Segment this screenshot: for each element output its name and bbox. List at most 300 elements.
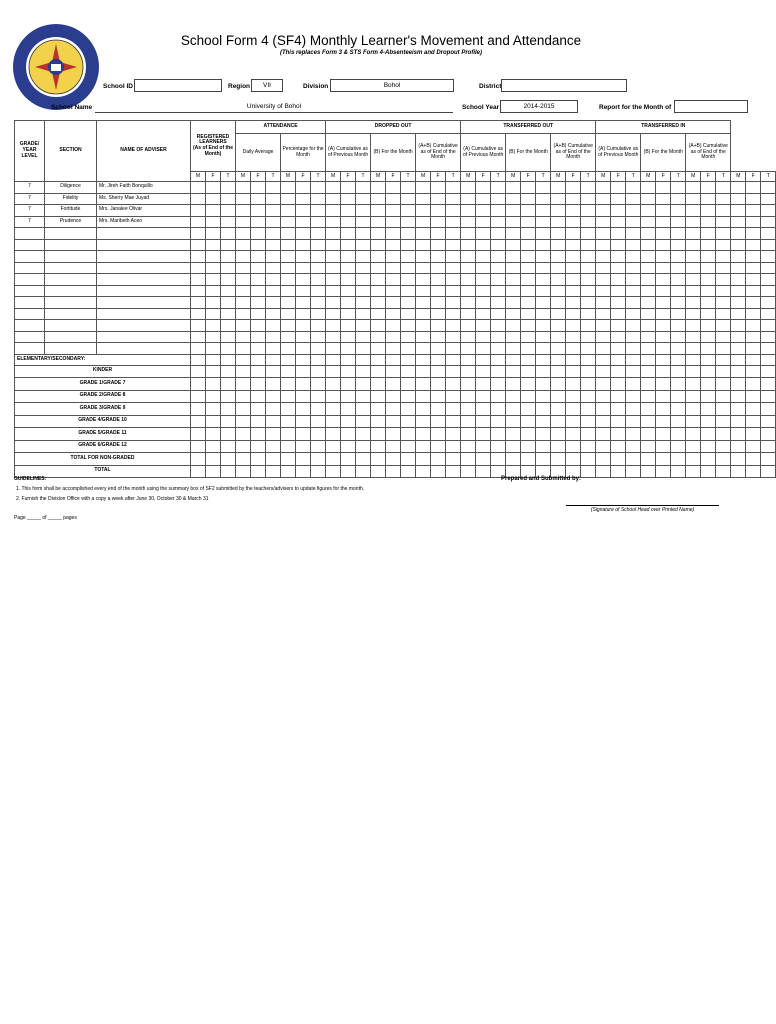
data-cell[interactable]: [761, 216, 776, 228]
data-cell[interactable]: [236, 415, 251, 428]
data-cell[interactable]: [731, 285, 746, 297]
data-cell[interactable]: [761, 365, 776, 378]
data-cell[interactable]: [386, 465, 401, 478]
data-cell[interactable]: [461, 403, 476, 416]
data-cell[interactable]: [551, 365, 566, 378]
data-cell[interactable]: [701, 285, 716, 297]
data-cell[interactable]: [536, 354, 551, 365]
data-cell[interactable]: [341, 274, 356, 286]
data-cell[interactable]: [416, 465, 431, 478]
data-cell[interactable]: [431, 228, 446, 240]
data-cell[interactable]: [326, 365, 341, 378]
data-cell[interactable]: [536, 205, 551, 217]
data-cell[interactable]: [596, 262, 611, 274]
data-cell[interactable]: [191, 320, 206, 332]
data-cell[interactable]: [506, 308, 521, 320]
data-cell[interactable]: [236, 205, 251, 217]
region-field[interactable]: VII: [251, 79, 283, 92]
row-section[interactable]: [45, 262, 97, 274]
data-cell[interactable]: [251, 440, 266, 453]
data-cell[interactable]: [491, 354, 506, 365]
data-cell[interactable]: [536, 320, 551, 332]
data-cell[interactable]: [491, 440, 506, 453]
data-cell[interactable]: [401, 465, 416, 478]
data-cell[interactable]: [611, 440, 626, 453]
data-cell[interactable]: [446, 365, 461, 378]
data-cell[interactable]: [461, 262, 476, 274]
data-cell[interactable]: [446, 453, 461, 466]
row-section[interactable]: [45, 285, 97, 297]
data-cell[interactable]: [401, 320, 416, 332]
row-grade[interactable]: 7: [15, 193, 45, 205]
data-cell[interactable]: [656, 428, 671, 441]
data-cell[interactable]: [266, 274, 281, 286]
data-cell[interactable]: [521, 285, 536, 297]
data-cell[interactable]: [656, 193, 671, 205]
data-cell[interactable]: [461, 415, 476, 428]
data-cell[interactable]: [746, 228, 761, 240]
data-cell[interactable]: [491, 239, 506, 251]
data-cell[interactable]: [671, 465, 686, 478]
data-cell[interactable]: [596, 308, 611, 320]
data-cell[interactable]: [416, 365, 431, 378]
data-cell[interactable]: [416, 320, 431, 332]
data-cell[interactable]: [686, 193, 701, 205]
data-cell[interactable]: [281, 453, 296, 466]
data-cell[interactable]: [506, 205, 521, 217]
data-cell[interactable]: [431, 354, 446, 365]
data-cell[interactable]: [566, 415, 581, 428]
data-cell[interactable]: [626, 308, 641, 320]
data-cell[interactable]: [506, 274, 521, 286]
data-cell[interactable]: [191, 193, 206, 205]
data-cell[interactable]: [581, 308, 596, 320]
data-cell[interactable]: [311, 251, 326, 263]
row-adviser[interactable]: [97, 274, 191, 286]
data-cell[interactable]: [536, 365, 551, 378]
data-cell[interactable]: [476, 453, 491, 466]
data-cell[interactable]: [446, 465, 461, 478]
data-cell[interactable]: [266, 320, 281, 332]
data-cell[interactable]: [416, 262, 431, 274]
row-adviser[interactable]: [97, 262, 191, 274]
data-cell[interactable]: [236, 193, 251, 205]
data-cell[interactable]: [446, 390, 461, 403]
data-cell[interactable]: [491, 262, 506, 274]
data-cell[interactable]: [431, 415, 446, 428]
data-cell[interactable]: [236, 378, 251, 391]
data-cell[interactable]: [461, 320, 476, 332]
data-cell[interactable]: [326, 354, 341, 365]
data-cell[interactable]: [431, 182, 446, 194]
data-cell[interactable]: [296, 297, 311, 309]
data-cell[interactable]: [596, 274, 611, 286]
data-cell[interactable]: [746, 331, 761, 343]
data-cell[interactable]: [386, 343, 401, 355]
data-cell[interactable]: [761, 228, 776, 240]
data-cell[interactable]: [266, 193, 281, 205]
data-cell[interactable]: [236, 308, 251, 320]
data-cell[interactable]: [386, 262, 401, 274]
data-cell[interactable]: [221, 331, 236, 343]
data-cell[interactable]: [521, 193, 536, 205]
data-cell[interactable]: [746, 320, 761, 332]
data-cell[interactable]: [461, 205, 476, 217]
data-cell[interactable]: [476, 403, 491, 416]
data-cell[interactable]: [296, 193, 311, 205]
data-cell[interactable]: [491, 343, 506, 355]
data-cell[interactable]: [236, 320, 251, 332]
data-cell[interactable]: [296, 320, 311, 332]
data-cell[interactable]: [476, 378, 491, 391]
data-cell[interactable]: [671, 228, 686, 240]
data-cell[interactable]: [461, 440, 476, 453]
data-cell[interactable]: [431, 390, 446, 403]
data-cell[interactable]: [716, 320, 731, 332]
data-cell[interactable]: [206, 453, 221, 466]
data-cell[interactable]: [446, 320, 461, 332]
data-cell[interactable]: [716, 331, 731, 343]
data-cell[interactable]: [536, 453, 551, 466]
data-cell[interactable]: [536, 440, 551, 453]
data-cell[interactable]: [611, 308, 626, 320]
row-grade[interactable]: [15, 262, 45, 274]
row-adviser[interactable]: [97, 308, 191, 320]
data-cell[interactable]: [641, 453, 656, 466]
data-cell[interactable]: [401, 228, 416, 240]
data-cell[interactable]: [356, 428, 371, 441]
data-cell[interactable]: [281, 390, 296, 403]
data-cell[interactable]: [566, 239, 581, 251]
data-cell[interactable]: [731, 440, 746, 453]
data-cell[interactable]: [641, 378, 656, 391]
data-cell[interactable]: [371, 428, 386, 441]
data-cell[interactable]: [311, 297, 326, 309]
data-cell[interactable]: [701, 228, 716, 240]
data-cell[interactable]: [686, 182, 701, 194]
data-cell[interactable]: [296, 216, 311, 228]
data-cell[interactable]: [761, 251, 776, 263]
data-cell[interactable]: [356, 331, 371, 343]
data-cell[interactable]: [296, 331, 311, 343]
data-cell[interactable]: [686, 390, 701, 403]
data-cell[interactable]: [611, 193, 626, 205]
data-cell[interactable]: [371, 262, 386, 274]
row-section[interactable]: [45, 297, 97, 309]
data-cell[interactable]: [221, 320, 236, 332]
data-cell[interactable]: [461, 274, 476, 286]
data-cell[interactable]: [581, 205, 596, 217]
data-cell[interactable]: [521, 251, 536, 263]
data-cell[interactable]: [566, 308, 581, 320]
data-cell[interactable]: [686, 297, 701, 309]
data-cell[interactable]: [476, 343, 491, 355]
data-cell[interactable]: [296, 390, 311, 403]
data-cell[interactable]: [596, 320, 611, 332]
data-cell[interactable]: [746, 390, 761, 403]
data-cell[interactable]: [326, 274, 341, 286]
data-cell[interactable]: [296, 343, 311, 355]
data-cell[interactable]: [746, 453, 761, 466]
row-grade[interactable]: [15, 274, 45, 286]
data-cell[interactable]: [551, 308, 566, 320]
data-cell[interactable]: [611, 465, 626, 478]
data-cell[interactable]: [611, 428, 626, 441]
data-cell[interactable]: [461, 343, 476, 355]
data-cell[interactable]: [596, 365, 611, 378]
data-cell[interactable]: [551, 453, 566, 466]
data-cell[interactable]: [221, 390, 236, 403]
data-cell[interactable]: [251, 216, 266, 228]
data-cell[interactable]: [371, 285, 386, 297]
data-cell[interactable]: [416, 251, 431, 263]
data-cell[interactable]: [686, 365, 701, 378]
data-cell[interactable]: [221, 193, 236, 205]
data-cell[interactable]: [356, 390, 371, 403]
data-cell[interactable]: [581, 378, 596, 391]
row-grade[interactable]: [15, 228, 45, 240]
data-cell[interactable]: [401, 274, 416, 286]
data-cell[interactable]: [341, 428, 356, 441]
data-cell[interactable]: [656, 216, 671, 228]
data-cell[interactable]: [716, 297, 731, 309]
data-cell[interactable]: [611, 216, 626, 228]
data-cell[interactable]: [401, 216, 416, 228]
data-cell[interactable]: [356, 228, 371, 240]
row-section[interactable]: [45, 228, 97, 240]
data-cell[interactable]: [401, 239, 416, 251]
data-cell[interactable]: [611, 251, 626, 263]
data-cell[interactable]: [191, 428, 206, 441]
data-cell[interactable]: [281, 251, 296, 263]
data-cell[interactable]: [596, 239, 611, 251]
data-cell[interactable]: [326, 343, 341, 355]
data-cell[interactable]: [491, 285, 506, 297]
data-cell[interactable]: [656, 343, 671, 355]
data-cell[interactable]: [731, 453, 746, 466]
data-cell[interactable]: [341, 343, 356, 355]
data-cell[interactable]: [386, 365, 401, 378]
data-cell[interactable]: [581, 228, 596, 240]
data-cell[interactable]: [446, 297, 461, 309]
data-cell[interactable]: [431, 378, 446, 391]
data-cell[interactable]: [701, 354, 716, 365]
data-cell[interactable]: [536, 343, 551, 355]
data-cell[interactable]: [356, 239, 371, 251]
row-grade[interactable]: [15, 308, 45, 320]
data-cell[interactable]: [296, 251, 311, 263]
data-cell[interactable]: [236, 403, 251, 416]
data-cell[interactable]: [641, 415, 656, 428]
data-cell[interactable]: [311, 182, 326, 194]
data-cell[interactable]: [326, 228, 341, 240]
data-cell[interactable]: [686, 331, 701, 343]
data-cell[interactable]: [431, 262, 446, 274]
data-cell[interactable]: [206, 415, 221, 428]
data-cell[interactable]: [476, 285, 491, 297]
data-cell[interactable]: [221, 205, 236, 217]
data-cell[interactable]: [506, 331, 521, 343]
data-cell[interactable]: [731, 428, 746, 441]
data-cell[interactable]: [371, 365, 386, 378]
data-cell[interactable]: [401, 262, 416, 274]
data-cell[interactable]: [431, 239, 446, 251]
data-cell[interactable]: [296, 403, 311, 416]
data-cell[interactable]: [611, 343, 626, 355]
data-cell[interactable]: [461, 390, 476, 403]
row-adviser[interactable]: [97, 228, 191, 240]
data-cell[interactable]: [761, 285, 776, 297]
data-cell[interactable]: [581, 331, 596, 343]
data-cell[interactable]: [326, 216, 341, 228]
data-cell[interactable]: [191, 285, 206, 297]
data-cell[interactable]: [266, 251, 281, 263]
data-cell[interactable]: [491, 228, 506, 240]
data-cell[interactable]: [446, 403, 461, 416]
data-cell[interactable]: [416, 182, 431, 194]
data-cell[interactable]: [581, 415, 596, 428]
data-cell[interactable]: [761, 453, 776, 466]
data-cell[interactable]: [266, 285, 281, 297]
data-cell[interactable]: [566, 274, 581, 286]
data-cell[interactable]: [401, 205, 416, 217]
data-cell[interactable]: [491, 403, 506, 416]
data-cell[interactable]: [236, 354, 251, 365]
data-cell[interactable]: [251, 465, 266, 478]
data-cell[interactable]: [191, 378, 206, 391]
data-cell[interactable]: [641, 390, 656, 403]
data-cell[interactable]: [446, 262, 461, 274]
data-cell[interactable]: [416, 378, 431, 391]
data-cell[interactable]: [506, 182, 521, 194]
data-cell[interactable]: [296, 365, 311, 378]
data-cell[interactable]: [641, 428, 656, 441]
data-cell[interactable]: [206, 320, 221, 332]
data-cell[interactable]: [326, 205, 341, 217]
data-cell[interactable]: [716, 205, 731, 217]
data-cell[interactable]: [611, 331, 626, 343]
data-cell[interactable]: [311, 262, 326, 274]
data-cell[interactable]: [296, 239, 311, 251]
data-cell[interactable]: [371, 440, 386, 453]
data-cell[interactable]: [506, 228, 521, 240]
data-cell[interactable]: [416, 285, 431, 297]
row-section[interactable]: [45, 343, 97, 355]
data-cell[interactable]: [581, 354, 596, 365]
data-cell[interactable]: [746, 403, 761, 416]
data-cell[interactable]: [281, 415, 296, 428]
row-grade[interactable]: [15, 239, 45, 251]
data-cell[interactable]: [296, 378, 311, 391]
data-cell[interactable]: [551, 216, 566, 228]
data-cell[interactable]: [416, 354, 431, 365]
data-cell[interactable]: [371, 453, 386, 466]
data-cell[interactable]: [596, 390, 611, 403]
data-cell[interactable]: [551, 297, 566, 309]
data-cell[interactable]: [476, 428, 491, 441]
data-cell[interactable]: [386, 182, 401, 194]
data-cell[interactable]: [371, 331, 386, 343]
data-cell[interactable]: [206, 428, 221, 441]
data-cell[interactable]: [551, 239, 566, 251]
row-section[interactable]: Fidelity: [45, 193, 97, 205]
data-cell[interactable]: [221, 297, 236, 309]
data-cell[interactable]: [416, 415, 431, 428]
data-cell[interactable]: [716, 262, 731, 274]
data-cell[interactable]: [401, 440, 416, 453]
data-cell[interactable]: [731, 193, 746, 205]
data-cell[interactable]: [566, 297, 581, 309]
data-cell[interactable]: [596, 285, 611, 297]
data-cell[interactable]: [716, 465, 731, 478]
data-cell[interactable]: [611, 205, 626, 217]
data-cell[interactable]: [566, 251, 581, 263]
data-cell[interactable]: [566, 216, 581, 228]
data-cell[interactable]: [641, 297, 656, 309]
data-cell[interactable]: [476, 193, 491, 205]
data-cell[interactable]: [611, 365, 626, 378]
data-cell[interactable]: [356, 182, 371, 194]
data-cell[interactable]: [251, 415, 266, 428]
data-cell[interactable]: [431, 453, 446, 466]
data-cell[interactable]: [551, 228, 566, 240]
data-cell[interactable]: [446, 308, 461, 320]
data-cell[interactable]: [596, 205, 611, 217]
data-cell[interactable]: [731, 228, 746, 240]
row-grade[interactable]: [15, 285, 45, 297]
data-cell[interactable]: [701, 331, 716, 343]
data-cell[interactable]: [731, 390, 746, 403]
data-cell[interactable]: [206, 390, 221, 403]
data-cell[interactable]: [641, 308, 656, 320]
data-cell[interactable]: [386, 308, 401, 320]
data-cell[interactable]: [386, 403, 401, 416]
data-cell[interactable]: [416, 193, 431, 205]
data-cell[interactable]: [686, 378, 701, 391]
data-cell[interactable]: [416, 453, 431, 466]
data-cell[interactable]: [296, 308, 311, 320]
data-cell[interactable]: [281, 274, 296, 286]
data-cell[interactable]: [566, 390, 581, 403]
data-cell[interactable]: [506, 193, 521, 205]
data-cell[interactable]: [371, 320, 386, 332]
data-cell[interactable]: [536, 274, 551, 286]
data-cell[interactable]: [221, 453, 236, 466]
data-cell[interactable]: [461, 354, 476, 365]
data-cell[interactable]: [716, 216, 731, 228]
data-cell[interactable]: [596, 331, 611, 343]
data-cell[interactable]: [566, 403, 581, 416]
data-cell[interactable]: [401, 308, 416, 320]
data-cell[interactable]: [521, 354, 536, 365]
data-cell[interactable]: [251, 354, 266, 365]
data-cell[interactable]: [446, 274, 461, 286]
data-cell[interactable]: [326, 285, 341, 297]
data-cell[interactable]: [251, 390, 266, 403]
row-section[interactable]: [45, 320, 97, 332]
data-cell[interactable]: [326, 428, 341, 441]
data-cell[interactable]: [551, 205, 566, 217]
data-cell[interactable]: [371, 378, 386, 391]
data-cell[interactable]: [371, 415, 386, 428]
data-cell[interactable]: [626, 228, 641, 240]
data-cell[interactable]: [356, 465, 371, 478]
data-cell[interactable]: [191, 415, 206, 428]
data-cell[interactable]: [401, 453, 416, 466]
data-cell[interactable]: [641, 274, 656, 286]
data-cell[interactable]: [311, 274, 326, 286]
data-cell[interactable]: [656, 251, 671, 263]
